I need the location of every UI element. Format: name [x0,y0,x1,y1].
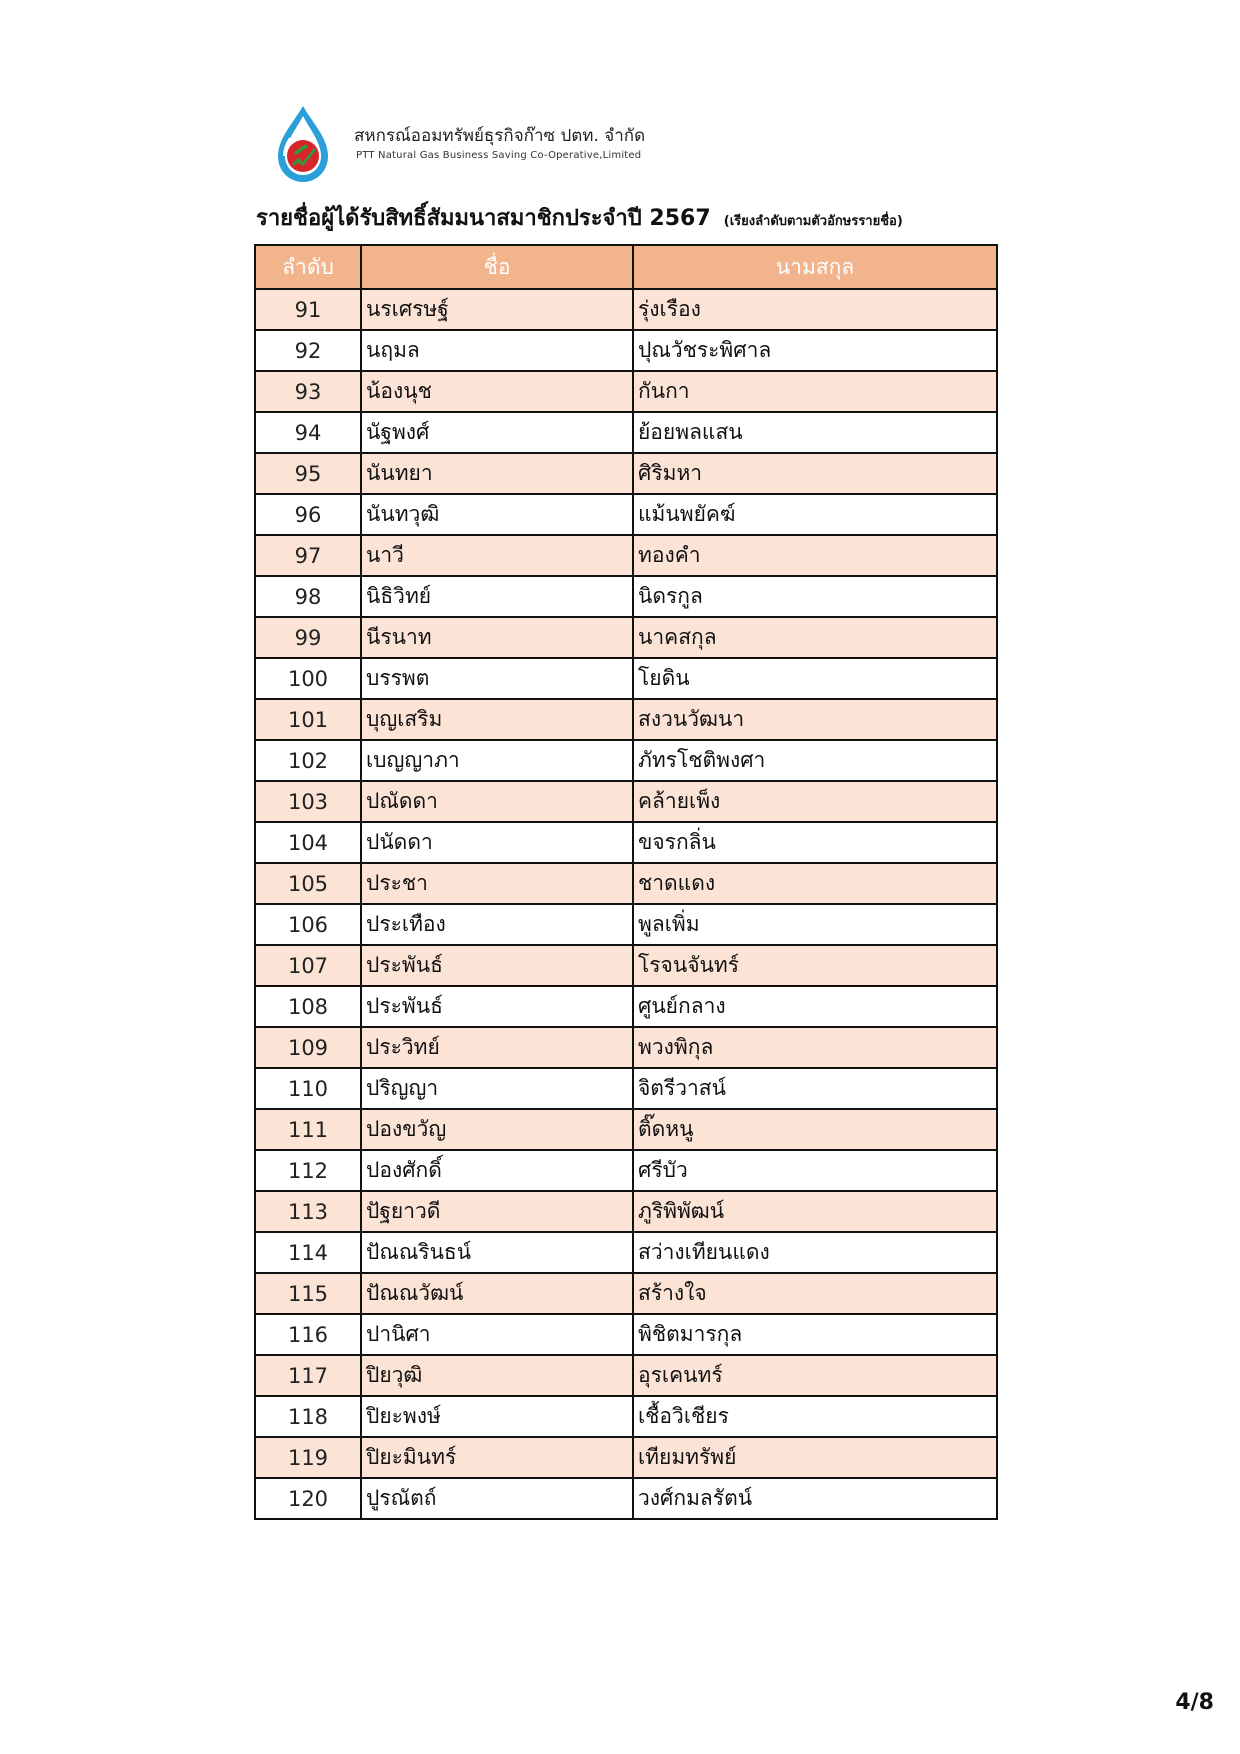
last-name-cell: ขจรกลิ่น [633,822,997,863]
last-name-cell: ศิริมหา [633,453,997,494]
table-row [255,1437,997,1478]
row-number: 113 [255,1191,361,1232]
last-name-cell: ปุณวัชระพิศาล [633,330,997,371]
first-name-cell: ปองศักดิ์ [361,1150,633,1191]
column-header-last-name: นามสกุล [633,245,997,289]
first-name-cell: นัฐพงศ์ [361,412,633,453]
column-header-number: ลำดับ [255,245,361,289]
title-note: (เรียงลำดับตามตัวอักษรรายชื่อ) [723,214,903,229]
ptt-drop-logo-icon [272,104,334,184]
table-row [255,453,997,494]
last-name-cell: เชื้อวิเชียร [633,1396,997,1437]
row-number: 108 [255,986,361,1027]
last-name-cell: กันกา [633,371,997,412]
row-number: 94 [255,412,361,453]
first-name-cell: นิธิวิทย์ [361,576,633,617]
table-row [255,986,997,1027]
first-name-cell: ปริญญา [361,1068,633,1109]
last-name-cell: พิชิตมารกุล [633,1314,997,1355]
last-name-cell: เทียมทรัพย์ [633,1437,997,1478]
table-header-row [255,245,997,289]
first-name-cell: ปองขวัญ [361,1109,633,1150]
table-row [255,1232,997,1273]
last-name-cell: ศูนย์กลาง [633,986,997,1027]
table-row [255,1068,997,1109]
row-number: 119 [255,1437,361,1478]
table-row [255,1027,997,1068]
last-name-cell: วงศ์กมลรัตน์ [633,1478,997,1519]
last-name-cell: แม้นพยัคฆ์ [633,494,997,535]
first-name-cell: นฤมล [361,330,633,371]
column-header-first-name: ชื่อ [361,245,633,289]
first-name-cell: ประวิทย์ [361,1027,633,1068]
row-number: 103 [255,781,361,822]
table-row [255,1314,997,1355]
first-name-cell: ปัณณรินธน์ [361,1232,633,1273]
row-number: 115 [255,1273,361,1314]
row-number: 91 [255,289,361,330]
first-name-cell: ประเทือง [361,904,633,945]
last-name-cell: โยดิน [633,658,997,699]
first-name-cell: ประพันธ์ [361,986,633,1027]
first-name-cell: นรเศรษฐ์ [361,289,633,330]
row-number: 118 [255,1396,361,1437]
table-row [255,412,997,453]
last-name-cell: สร้างใจ [633,1273,997,1314]
table-row [255,1355,997,1396]
last-name-cell: สว่างเทียนแดง [633,1232,997,1273]
row-number: 99 [255,617,361,658]
first-name-cell: ปัณณวัฒน์ [361,1273,633,1314]
last-name-cell: พวงพิกุล [633,1027,997,1068]
first-name-cell: ปานิศา [361,1314,633,1355]
last-name-cell: นาคสกุล [633,617,997,658]
table-row [255,1109,997,1150]
first-name-cell: เบญญาภา [361,740,633,781]
row-number: 110 [255,1068,361,1109]
first-name-cell: นันทยา [361,453,633,494]
table-row [255,371,997,412]
table-row [255,863,997,904]
last-name-cell: นิดรกูล [633,576,997,617]
table-row [255,617,997,658]
row-number: 93 [255,371,361,412]
row-number: 105 [255,863,361,904]
first-name-cell: ปณัดดา [361,781,633,822]
last-name-cell: ภัทรโชติพงศา [633,740,997,781]
table-row [255,494,997,535]
row-number: 106 [255,904,361,945]
row-number: 104 [255,822,361,863]
last-name-cell: ติ๊ดหนู [633,1109,997,1150]
org-name-thai: สหกรณ์ออมทรัพย์ธุรกิจก๊าซ ปตท. จำกัด [354,126,646,146]
first-name-cell: นีรนาท [361,617,633,658]
document-title [256,200,1156,235]
row-number: 96 [255,494,361,535]
first-name-cell: ปนัดดา [361,822,633,863]
row-number: 98 [255,576,361,617]
org-name-english: PTT Natural Gas Business Saving Co-Operative,Limited [356,150,642,161]
first-name-cell: ปิยวุฒิ [361,1355,633,1396]
first-name-cell: ประชา [361,863,633,904]
page-header [272,104,692,184]
table-row [255,1396,997,1437]
row-number: 116 [255,1314,361,1355]
row-number: 92 [255,330,361,371]
row-number: 107 [255,945,361,986]
table-row [255,904,997,945]
row-number: 111 [255,1109,361,1150]
page-number: 4/8 [1175,1690,1214,1715]
row-number: 95 [255,453,361,494]
table-row [255,1478,997,1519]
table-row [255,740,997,781]
first-name-cell: ประพันธ์ [361,945,633,986]
last-name-cell: อุรเคนทร์ [633,1355,997,1396]
table-row [255,330,997,371]
table-row [255,658,997,699]
row-number: 109 [255,1027,361,1068]
table-row [255,781,997,822]
last-name-cell: ทองคำ [633,535,997,576]
table-row [255,289,997,330]
last-name-cell: ศรีบัว [633,1150,997,1191]
first-name-cell: ปัฐยาวดี [361,1191,633,1232]
table-row [255,535,997,576]
table-row [255,945,997,986]
table-row [255,1150,997,1191]
row-number: 120 [255,1478,361,1519]
first-name-cell: นันทวุฒิ [361,494,633,535]
last-name-cell: ชาดแดง [633,863,997,904]
first-name-cell: บุญเสริม [361,699,633,740]
table-row [255,1273,997,1314]
first-name-cell: น้องนุช [361,371,633,412]
last-name-cell: ย้อยพลแสน [633,412,997,453]
row-number: 112 [255,1150,361,1191]
row-number: 114 [255,1232,361,1273]
table-row [255,1191,997,1232]
last-name-cell: โรจนจันทร์ [633,945,997,986]
last-name-cell: คล้ายเพ็ง [633,781,997,822]
table-row [255,822,997,863]
first-name-cell: ปูรณัตถ์ [361,1478,633,1519]
last-name-cell: พูลเพิ่ม [633,904,997,945]
row-number: 97 [255,535,361,576]
last-name-cell: สงวนวัฒนา [633,699,997,740]
row-number: 117 [255,1355,361,1396]
last-name-cell: ภูริพิพัฒน์ [633,1191,997,1232]
row-number: 100 [255,658,361,699]
members-table [254,244,998,1520]
first-name-cell: ปิยะพงษ์ [361,1396,633,1437]
first-name-cell: บรรพต [361,658,633,699]
last-name-cell: จิตรีวาสน์ [633,1068,997,1109]
row-number: 101 [255,699,361,740]
table-row [255,699,997,740]
title-main: รายชื่อผู้ได้รับสิทธิ์สัมมนาสมาชิกประจำปี 2567 [256,206,711,231]
first-name-cell: นาวี [361,535,633,576]
first-name-cell: ปิยะมินทร์ [361,1437,633,1478]
last-name-cell: รุ่งเรือง [633,289,997,330]
row-number: 102 [255,740,361,781]
table-row [255,576,997,617]
